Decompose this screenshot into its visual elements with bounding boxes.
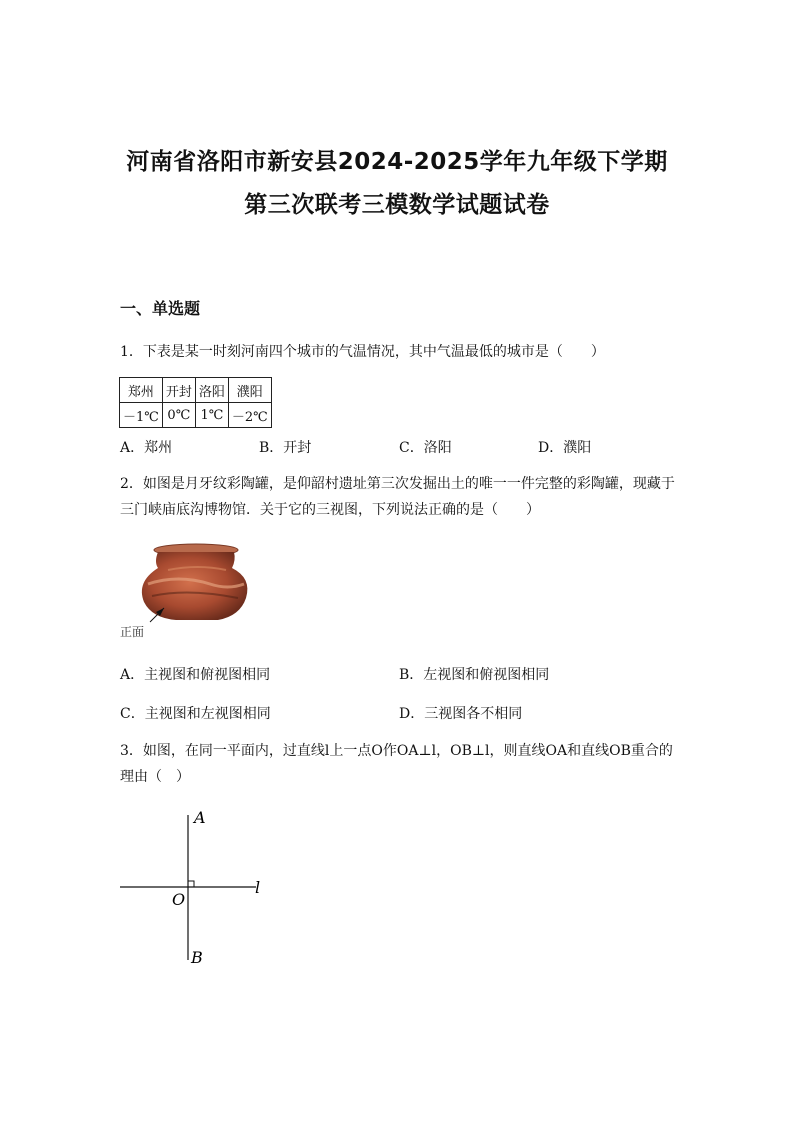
table-cell: 开封 [162,378,195,403]
q1-option-d[interactable]: D．濮阳 [538,440,592,456]
q2-option-a[interactable]: A．主视图和俯视图相同 [120,667,271,683]
page-title-line2: 第三次联考三模数学试题试卷 [244,192,550,218]
q2-option-b[interactable]: B．左视图和俯视图相同 [399,667,550,683]
label-a: A [194,808,206,827]
question-1-text: 1．下表是某一时刻河南四个城市的气温情况，其中气温最低的城市是（ ） [120,344,605,360]
front-label: 正面 [120,625,145,639]
q1-option-c[interactable]: C．洛阳 [399,440,452,456]
table-row-cities [120,378,272,403]
table-cell: 濮阳 [228,378,271,403]
table-row-temps [120,403,272,428]
table-cell: 郑州 [120,378,163,403]
question-2-text: 2．如图是月牙纹彩陶罐，是仰韶村遗址第三次发掘出土的唯一一件完整的彩陶罐，现藏于三门峡庙底沟博物馆．关于它的三视图，下列说法正确的是（ ） [120,476,675,518]
table-cell: －2℃ [228,403,271,428]
q1-option-a[interactable]: A．郑州 [120,440,173,456]
label-l: l [255,878,261,897]
temperature-table [119,377,272,428]
perpendicular-lines-figure [118,805,288,970]
table-cell: 0℃ [162,403,195,428]
table-cell: 1℃ [195,403,228,428]
q1-option-b[interactable]: B．开封 [259,440,312,456]
q2-option-c[interactable]: C．主视图和左视图相同 [120,706,271,722]
table-cell: －1℃ [120,403,163,428]
pottery-jar-figure [118,540,258,645]
label-o: O [172,890,186,909]
table-cell: 洛阳 [195,378,228,403]
q2-option-d[interactable]: D．三视图各不相同 [399,706,523,722]
label-b: B [191,948,203,967]
page-title-line1: 河南省洛阳市新安县2024-2025学年九年级下学期 [126,149,668,175]
section-heading: 一、单选题 [120,299,201,318]
question-3-text: 3．如图，在同一平面内，过直线l上一点O作OA⊥l，OB⊥l，则直线OA和直线OB重合的理由（ ） [120,743,673,785]
